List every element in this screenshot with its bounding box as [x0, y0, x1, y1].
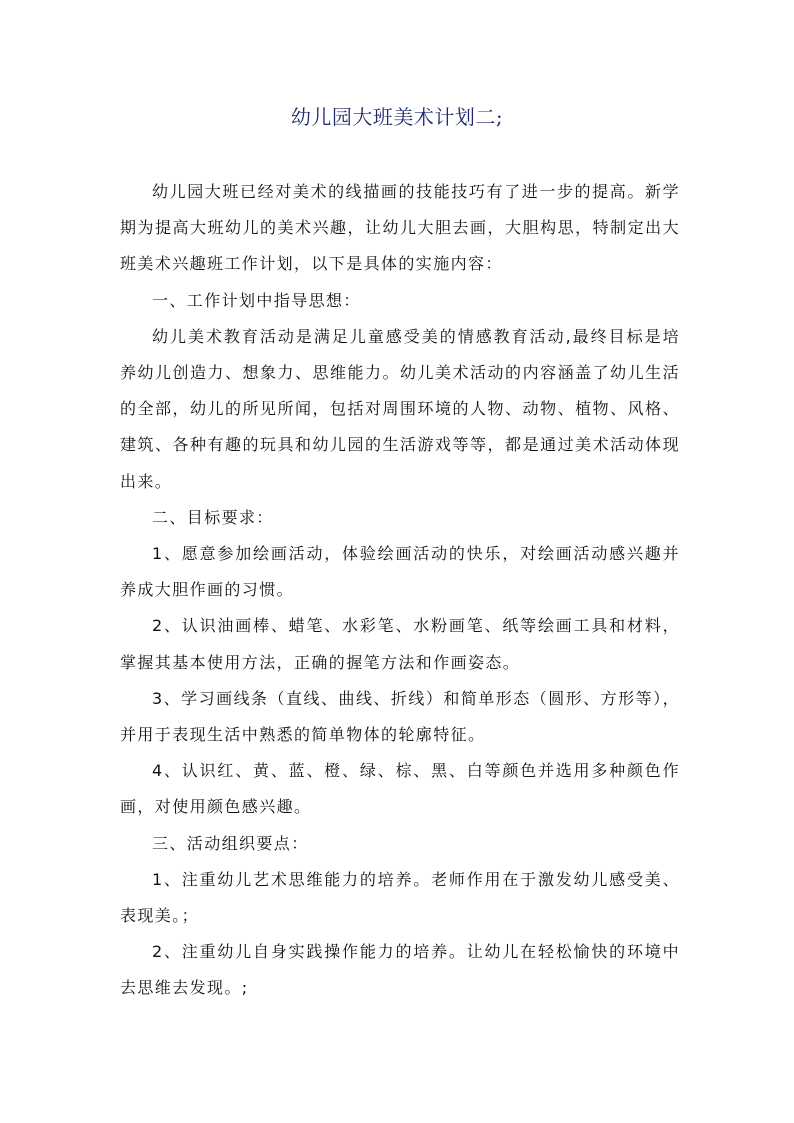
organization-item-1: 1、注重幼儿艺术思维能力的培养。老师作用在于激发幼儿感受美、表现美。；: [120, 869, 680, 926]
section-heading-organization: 三、活动组织要点：: [152, 833, 309, 853]
section-heading-guiding-ideas: 一、工作计划中指导思想：: [152, 290, 361, 310]
goal-item-3: 3、学习画线条（直线、曲线、折线）和简单形态（圆形、方形等），并用于表现生活中熟悉的简单物体的轮廓特征。: [120, 688, 680, 745]
paragraph-guiding-ideas: 幼儿美术教育活动是满足儿童感受美的情感教育活动,最终目标是培养幼儿创造力、想象力、思维能力。幼儿美术活动的内容涵盖了幼儿生活的全部，幼儿的所见所闻，包括对周围环境的人物、动物、植物、风格、建筑、各种有趣的玩具和幼儿园的生活游戏等等，都是通过美术活动体现出来。: [120, 326, 680, 491]
goal-item-2: 2、认识油画棒、蜡笔、水彩笔、水粉画笔、纸等绘画工具和材料，掌握其基本使用方法，正确的握笔方法和作画姿态。: [120, 616, 680, 672]
goal-item-1: 1、愿意参加绘画活动，体验绘画活动的快乐，对绘画活动感兴趣并养成大胆作画的习惯。: [120, 544, 680, 600]
paragraph-intro: 幼儿园大班已经对美术的线描画的技能技巧有了进一步的提高。新学期为提高大班幼儿的美术兴趣，让幼儿大胆去画，大胆构思，特制定出大班美术兴趣班工作计划，以下是具体的实施内容：: [120, 182, 680, 274]
organization-item-2: 2、注重幼儿自身实践操作能力的培养。让幼儿在轻松愉快的环境中去思维去发现。;: [120, 942, 680, 998]
document-body: [120, 174, 680, 1007]
goal-item-4: 4、认识红、黄、蓝、橙、绿、棕、黑、白等颜色并选用多种颜色作画，对使用颜色感兴趣。: [120, 761, 680, 817]
section-heading-goals: 二、目标要求：: [152, 507, 274, 527]
document-title: 幼儿园大班美术计划二;: [290, 105, 504, 129]
